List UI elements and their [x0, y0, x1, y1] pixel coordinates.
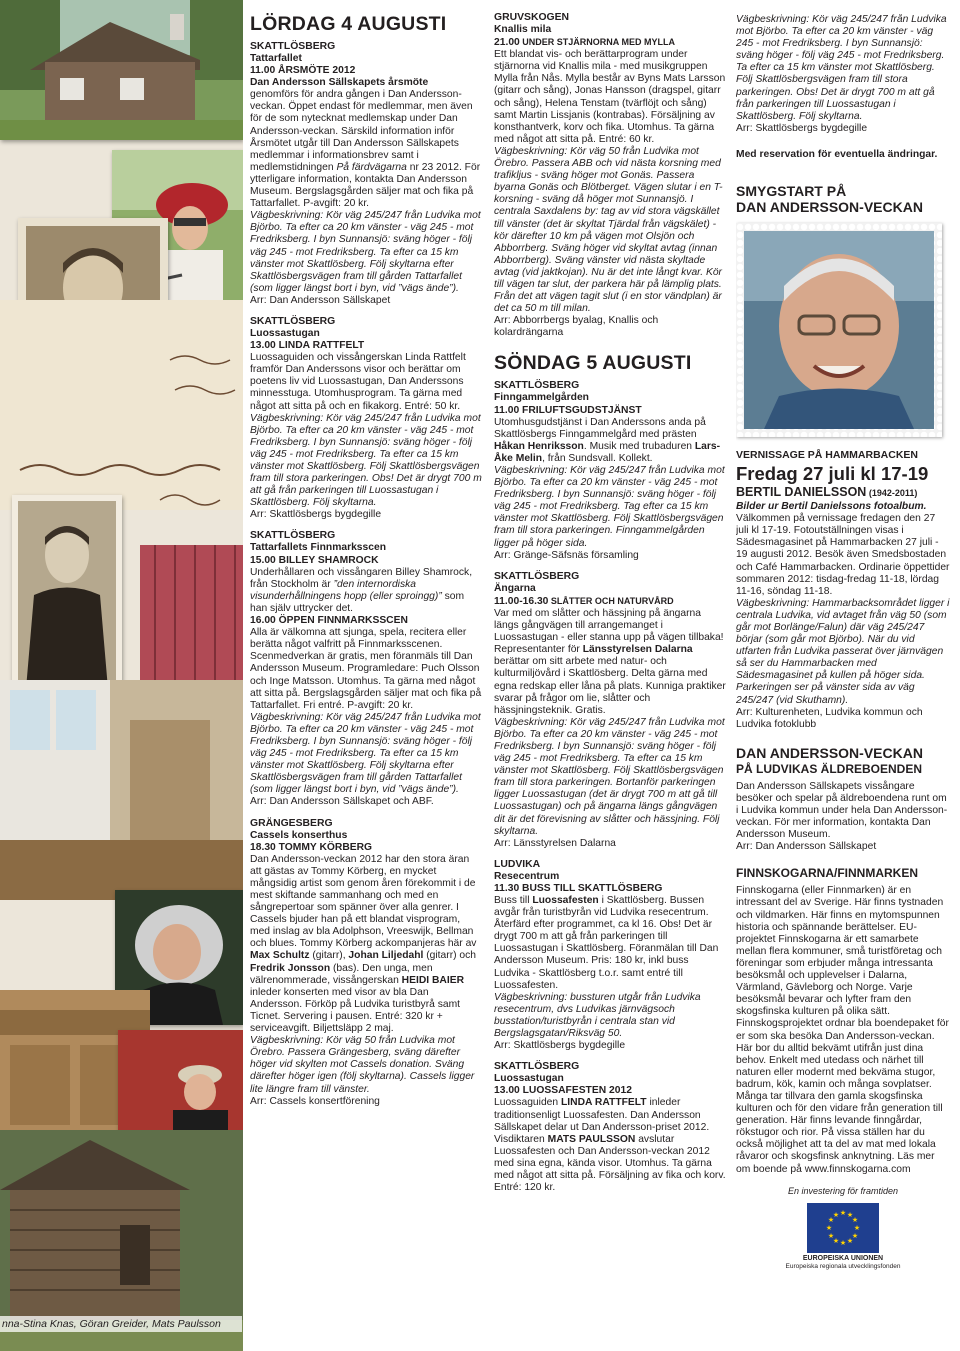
- event-time: 13.00 LUOSSAFESTEN 2012: [494, 1085, 632, 1097]
- eu-name: EUROPEISKA UNIONEN: [802, 1254, 884, 1262]
- eu-logo-block: [736, 1186, 950, 1271]
- photo-credit: nna-Stina Knas, Göran Greider, Mats Paulsson: [0, 1316, 242, 1332]
- event-directions: Vägbeskrivning: Kör väg 50 från Ludvika mot Örebro. Passera Grängesberg, sväng därefter höger vid skylten mot Cassels donation. Sväng därefter höger igen (följ skyltarna). Cassels ligger lite längre fram till vänster.: [250, 1035, 475, 1095]
- event-arsmote: [250, 41, 482, 307]
- svg-text:★: ★: [851, 1231, 859, 1240]
- eu-tagline: En investering för framtiden: [787, 1185, 899, 1196]
- event-directions: Vägbeskrivning: Kör väg 245/247 från Ludvika mot Björbo. Ta efter ca 20 km vänster - väg 245 - mot Fredriksberg. I byn Sunnansjö: sväng höger - följ väg 245 - mot Fredriksberg. Ta efter ca 15 km vänster mot Skattlösberg. Följ skyltarna efter Skattlösbergsvägen fram till gården Tattarfallet (som ligger längst bort i byn, vid ”vägs ände”).: [250, 711, 481, 796]
- event-organizer: Arr: Abborrbergs byalag, Knallis och kolardrängarna: [494, 315, 659, 339]
- event-location: SKATTLÖSBERG: [494, 570, 580, 582]
- reservation-note: Med reservation för eventuella ändringar.: [736, 148, 938, 160]
- day-title-saturday: LÖRDAG 4 AUGUSTI: [250, 13, 447, 35]
- column-extra: [736, 14, 950, 1334]
- event-description: Dan Andersson-veckan 2012 har den stora äran att gästas av Tommy Körberg, en mycket mångsidig artist som genom åren förekommit i de mest skiftande sammanhang och med en sångrepertoar som spänner över alla genrer. I Cassels bjuder han på ett blandat visprogram, med inslag av bla Adolphson, Vreeswijk, Bellman och blues. Tommy Körberg ackompanjeras här av Max Schultz (gitarr), Johan Liljedahl (gitarr) och Fredrik Jonsson (bas). Den unga, men välrenommerade, vissångerskan HEIDI BAIER inleder konserten med visor av bla Dan Andersson. Förköp på Ludvika turistbyrå samt Ticnet. Servering i pausen. Entré: 320 kr + serviceavgift. Biljettsläpp 2 maj.: [250, 853, 477, 1035]
- event-time: 18.30 TOMMY KÖRBERG: [250, 841, 373, 853]
- event-lead: Dan Andersson Sällskapets årsmöte: [250, 77, 429, 89]
- event-organizer: Arr: Skattlösbergs bygdegille: [494, 1040, 626, 1052]
- aldreboende-text: Dan Andersson Sällskapets vissångare besöker och spelar på äldreboendena runt om i Ludvika kommun under hela Dan Andersson-veckan. För mer information, kontakta Dan Andersson Museum.: [736, 780, 948, 841]
- event-time: 11.00-16.30 SLÅTTER OCH NATURVÅRD: [494, 595, 674, 607]
- finnskogarna-heading: FINNSKOGARNA/FINNMARKEN: [736, 866, 918, 881]
- event-directions: Vägbeskrivning: bussturen utgår från Ludvika resecentrum, dvs Ludvikas järnvägsoch busstation/turistbyrån i centrala stan vid Bergslagsgatan/Riksväg 50.: [494, 991, 701, 1040]
- event-time: 21.00 UNDER STJÄRNORNA MED MYLLA: [494, 37, 675, 49]
- artist-name: BERTIL DANIELSSON (1942-2011): [736, 485, 918, 500]
- event-time: 11.30 BUSS TILL SKATTLÖSBERG: [494, 882, 663, 894]
- event-venue: Ängarna: [494, 582, 536, 594]
- svg-text:★: ★: [839, 1208, 847, 1217]
- event-venue: Finngammelgården: [494, 392, 589, 404]
- event-organizer: Arr: Skattlösbergs bygdegille: [736, 122, 868, 134]
- artist-subtitle: Bilder ur Bertil Danielssons fotoalbum.: [736, 501, 927, 513]
- column-sunday: [494, 12, 726, 1332]
- photo-collage: [0, 0, 243, 1351]
- event-tommy-korberg: [250, 818, 482, 1108]
- svg-text:★: ★: [827, 1231, 835, 1240]
- bertil-danielsson-portrait: [736, 223, 942, 437]
- event-organizer: Arr: Cassels konsertförening: [250, 1095, 380, 1107]
- event-location: SKATTLÖSBERG: [250, 41, 336, 52]
- event-directions: Vägbeskrivning: Kör väg 245/247 från Ludvika mot Björbo. Ta efter ca 20 km vänster - väg 245 - mot Fredriksberg. I byn Sunnansjö: sväng höger - följ väg 245 - mot Fredriksberg. Ta efter ca 15 km vänster mot Skattlösberg. Följ Skattlösbergsvägen fram till stora parkeringen. Bortanför parkeringen ligger Luossastugan (det är drygt 700 m att gå till Luossastugan) och på ängarna längs gångvägen dit är det förevisning av slåtter och hässjning. Följ skyltarna.: [494, 716, 725, 837]
- day-title-sunday: SÖNDAG 5 AUGUSTI: [494, 352, 692, 375]
- event-venue: Tattarfallet: [250, 53, 302, 64]
- event-description: genomförs för andra gången i Dan Andersson-veckan. Öppet endast för medlemmar, men även för de som nytecknat medlemskap under Dan Andersson-veckan. Särskild information inför Årsmötet utgår till Dan Andersson Sällskapets medlemmar i informationsbrev samt i medlemstidningen På färdvägarna nr 23 2012. För ytterligare information, kontakta Dan Andersson Museum. Bergslagsgården säljer mat och fika på Tattarfallet. P-avgift: 20 kr.: [250, 89, 481, 210]
- event-description-2: Alla är välkomna att sjunga, spela, recitera eller berätta något valfritt på Finnmarksscenen. Scenmedverkan är gratis, men föranmäls till Dan Andersson Museum. Programledare: Puch Olsson och Inge Matsson. Utomhus. Ta gärna med något att sitta på. Bergslagsgården säljer mat och fika på Tattarfallet. Fri entré. P-avgift: 20 kr.: [250, 627, 482, 711]
- event-description: Ett blandat vis- och berättarprogram under stjärnorna vid Knallis mila - med musikgruppen Mylla från Nås. Mylla består av Byns Mats Larsson (gitarr och sång), Jonas Hansson (dragspel, gitarr och sång), Helena Tenstam (tvärflöjt och sång) samt Martin Lissjanis (kontrabas). Försäljning av konsthantverk, korv och fika. Utomhus. Ta gärna med något att sitta på. Entré: 60 kr.: [494, 49, 726, 145]
- event-description: Luossaguiden och vissångerskan Linda Rattfelt framför Dan Anderssons visor och berättar om poetens liv vid Luossastugan, Dan Anderssons minnesstuga. Utomhusprogram. Ta gärna med något att sitta på och en fikakorg. Entré: 50 kr.: [250, 352, 466, 412]
- event-location: GRÄNGESBERG: [250, 817, 333, 829]
- svg-text:★: ★: [825, 1223, 833, 1232]
- svg-text:★: ★: [832, 1236, 840, 1245]
- handwritten-letter: [0, 300, 243, 510]
- event-description: Luossaguiden LINDA RATTFELT inleder traditionsenligt Luossafesten. Dan Andersson Sällskapet delar ut Dan Andersson-priset 2012. Visdiktaren MATS PAULSSON avslutar Luossafesten och Dan Andersson-veckan 2012 med sina egna, kända visor. Utomhus. Ta gärna med något att sitta på. Försäljning av fika och korv. Entré: 120 kr.: [494, 1097, 726, 1194]
- svg-text:★: ★: [832, 1210, 840, 1219]
- vernissage-date: Fredag 27 juli kl 17-19: [736, 463, 929, 485]
- event-venue: Knallis mila: [494, 24, 552, 35]
- event-directions: Vägbeskrivning: Kör väg 50 från Ludvika mot Örebro. Passera ABB och vid nästa korsning med trafikljus - sväng höger mot Gonäs. Passera byarna Gonäs och Blötberget. Vägen slutar i en T-korsning - sväng då höger mot Sunnansjö. I centrala Saxdalens by: tag av vid stora vägskället till vänster (det är skyltat Tjärdal från vägskälet) - kör därefter 10 km på vägen mot Olsjön och Abborrberg. Sväng höger vid skyltat avtag (innan Abborrberg). Sväng vänster vid nästa skyltade avtag (vid jaktkojan). Nu är det inte långt kvar. Kör till vägen tar slut, der parkera här på lämplig plats. Från det att vägen tagit slut (i en stor vändplan) är det ca 50 m till milan.: [494, 145, 723, 315]
- log-cabin-photo: [0, 0, 243, 140]
- event-time: 11.00 ÅRSMÖTE 2012: [250, 65, 356, 77]
- vernissage-text: Välkommen på vernissage fredagen den 27 juli kl 17-19. Fotoutställningen visas i Sädesmagasinet på Hammarbacken 27 juli - 19 augusti 2012. Besök även Smedsbostaden och Café Hammarbacken. Ordinarie öppettider sommaren 2012: tisdag-fredag 11-18, lördag 11-16, söndag 11-18.: [736, 513, 950, 597]
- event-time: 13.00 LINDA RATTFELT: [250, 340, 365, 352]
- event-venue: Resecentrum: [494, 870, 560, 882]
- vernissage-label: VERNISSAGE PÅ HAMMARBACKEN: [736, 449, 919, 462]
- event-buss: [494, 859, 726, 1052]
- event-mylla: [494, 12, 726, 339]
- eu-flag-icon: [807, 1203, 879, 1253]
- event-location: LUDVIKA: [494, 858, 541, 870]
- event-organizer: Arr: Skattlösbergs bygdegille: [250, 509, 382, 521]
- event-friluftsgudstjanst: [494, 380, 726, 561]
- event-directions: Vägbeskrivning: Kör väg 245/247 från Ludvika mot Björbo. Ta efter ca 20 km vänster - väg 245 - mot Fredriksberg. I byn Sunnansjö: sväng höger - följ väg 245 - mot Fredriksberg. Ta efter ca 15 km vänster mot Skattlösberg. Följ Skattlösbergsvägen fram till stora parkeringen. Obs! Det är drygt 700 m att gå från parkeringen till Luossastugan i Skattlösberg. Följ skyltarna.: [736, 14, 947, 122]
- event-venue: Luossastugan: [494, 1073, 564, 1085]
- svg-text:★: ★: [839, 1238, 847, 1247]
- aldreboende-heading: DAN ANDERSSON-VECKAN PÅ LUDVIKAS ÄLDREBOENDEN: [736, 744, 923, 776]
- historic-woman-portrait: [12, 495, 122, 695]
- event-description: Buss till Luossafesten i Skattlösberg. Bussen avgår från turistbyrån vid Ludvika resecentrum. Återfärd efter programmet, ca kl 16. Obs! Det är drygt 700 m att gå från parkeringen till Luossastugan i Skattlösberg. Föranmälan till Dan Andersson Museum. Pris: 180 kr, inkl buss Ludvika - Skattlösberg t.o.r. samt entré till Luossafesten.: [494, 895, 719, 991]
- event-billey-shamrock: [250, 530, 482, 808]
- event-venue: Luossastugan: [250, 327, 320, 339]
- svg-text:★: ★: [846, 1236, 854, 1245]
- event-time: 15.00 BILLEY SHAMROCK: [250, 554, 379, 566]
- event-location: SKATTLÖSBERG: [250, 530, 336, 542]
- event-luossafesten: [494, 1061, 726, 1194]
- vernissage-directions: Vägbeskrivning: Hammarbacksområdet ligger i centrala Ludvika, vid avtaget från väg 50 (som går mot Borlänge/Falun) där väg 245/247 börjar (som går mot Björbo). När du vid utfarten från Ludvika passerat över järnvägen så ser du Hammarbacken med Sädesmagasinet på kullen på höger sida. Parkeringen ser på vänster sida av väg 245/247 (vid Skuthamn).: [736, 597, 950, 706]
- event-linda-rattfelt: [250, 316, 482, 522]
- event-slatter: [494, 571, 726, 850]
- event-directions: Vägbeskrivning: Kör väg 245/247 från Ludvika mot Björbo. Ta efter ca 20 km vänster - väg 245 - mot Fredriksberg. I byn Sunnansjö: sväng höger - följ väg 245 - mot Fredriksberg. Ta efter ca 15 km vänster mot Skattlösberg. Följ skyltarna efter Skattlösbergsvägen fram till gården Tattarfallet (som ligger längst bort i byn, vid ”vägs ände”).: [250, 210, 481, 294]
- event-organizer: Arr: Gränge-Säfsnäs församling: [494, 549, 639, 561]
- event-venue: Tattarfallets Finnmarksscen: [250, 542, 387, 554]
- event-directions: Vägbeskrivning: Kör väg 245/247 från Ludvika mot Björbo. Ta efter ca 20 km vänster - väg 245 - mot Fredriksberg. I byn Sunnansjö: sväng höger - följ väg 245 - mot Fredriksberg. Tag efter ca 15 km vänster mot Skattlösberg. Följ Skattlösbergsvägen fram till stora parkeringen. Finngammelgården ligger på höger sida.: [494, 465, 725, 549]
- event-location: SKATTLÖSBERG: [494, 1061, 580, 1073]
- event-description: Underhållaren och vissångaren Billey Shamrock, från Stockholm är ”den internordiska visunderhållningens hopp (eller sproingg)” som han själv uttrycker det.: [250, 566, 473, 614]
- event-organizer: Arr: Dan Andersson Sällskapet och ABF.: [250, 796, 434, 808]
- event-organizer: Arr: Dan Andersson Sällskapet: [250, 294, 391, 306]
- event-description: Utomhusgudstjänst i Dan Anderssons anda på Skattlösbergs Finngammelgård med prästen Håkan Henriksson. Musik med trubaduren Lars-Åke Melin, från Sundsvall. Kollekt.: [494, 416, 721, 464]
- column-saturday: [250, 12, 482, 1327]
- svg-text:★: ★: [853, 1223, 861, 1232]
- vernissage-organizer: Arr: Kulturenheten, Ludvika kommun och Ludvika fotoklubb: [736, 706, 923, 730]
- svg-text:★: ★: [846, 1210, 854, 1219]
- svg-text:★: ★: [827, 1215, 835, 1224]
- event-directions: Vägbeskrivning: Kör väg 245/247 från Ludvika mot Björbo. Ta efter ca 20 km vänster - väg 245 - mot Fredriksberg. I byn Sunnansjö: sväng höger - följ väg 245 - mot Fredriksberg. Ta efter ca 15 km vänster mot Skattlösberg. Följ Skattlösbergsvägen fram till stora parkeringen. Obs! Det är drygt 700 m att gå från parkeringen till Luossastugan i Skattlösberg. Följ skyltarna.: [250, 412, 482, 509]
- event-location: SKATTLÖSBERG: [494, 380, 580, 392]
- event-time: 11.00 FRILUFTSGUDSTJÄNST: [494, 404, 642, 416]
- event-location: GRUVSKOGEN: [494, 12, 570, 23]
- event-organizer: Arr: Länsstyrelsen Dalarna: [494, 837, 616, 849]
- smygstart-heading: SMYGSTART PÅ DAN ANDERSSON-VECKAN: [736, 183, 923, 216]
- interior-window-photo: [0, 680, 243, 900]
- svg-text:★: ★: [851, 1215, 859, 1224]
- finnskogarna-text: Finnskogarna (eller Finnmarken) är en intressant del av Sverige. Här finns tystnaden och vildmarken. Här finns en mytomspunnen historia och spännande berättelser. EU-projektet Finnskogarna är ett samarbete mellan flera kommuner, små turistföretag och föreningar som erbjuder många intressanta besöksmål och upplevelser i Dalarna, Värmland, Gävleborg och Norge. Varje besöksmål bevarar och lyfter fram den skogsfinska kulturen på olika sätt. Finnskogsprojektet ordnar bla boendepaket för er som ska besöka Dan Andersson-veckan. Här bor du alltid bekvämt utifrån just dina behov. Enkelt med utedass och närhet till naturen eller modernt med bekväma stugor, badrum, kök, kamin och många sovplatser. Många tar tillvara den gamla skogsfinska kulturen och för den vidare från generation till generation. Här finns levande finngårdar, rökstugor och rior. På vissa ställen har du också möjlighet att ta del av mat med lokala råvaror och skogsfinsk anknytning. Läs mer om boende på www.finnskogarna.com: [736, 885, 949, 1175]
- aldreboende-organizer: Arr: Dan Andersson Sällskapet: [736, 841, 877, 853]
- event-description: Var med om slåtter och hässjning på ängarna längs gångvägen till arrangemanget i Luossastugan - eller stanna upp på vägen tillbaka! Representanter för Länsstyrelsen Dalarna berättar om sitt arbete med natur- och kulturmiljövård i Skattlösberg. Delta gärna med egna redskap eller låna på plats. Kunniga praktiker svarar på frågor om lie, slåtter och hässjningsteknik. Gratis.: [494, 607, 726, 716]
- event-time-2: 16.00 ÖPPEN FINNMARKSSCEN: [250, 615, 408, 627]
- event-venue: Cassels konserthus: [250, 829, 348, 841]
- eu-fund: Europeiska regionala utvecklingsfonden: [785, 1262, 901, 1270]
- event-location: SKATTLÖSBERG: [250, 315, 336, 327]
